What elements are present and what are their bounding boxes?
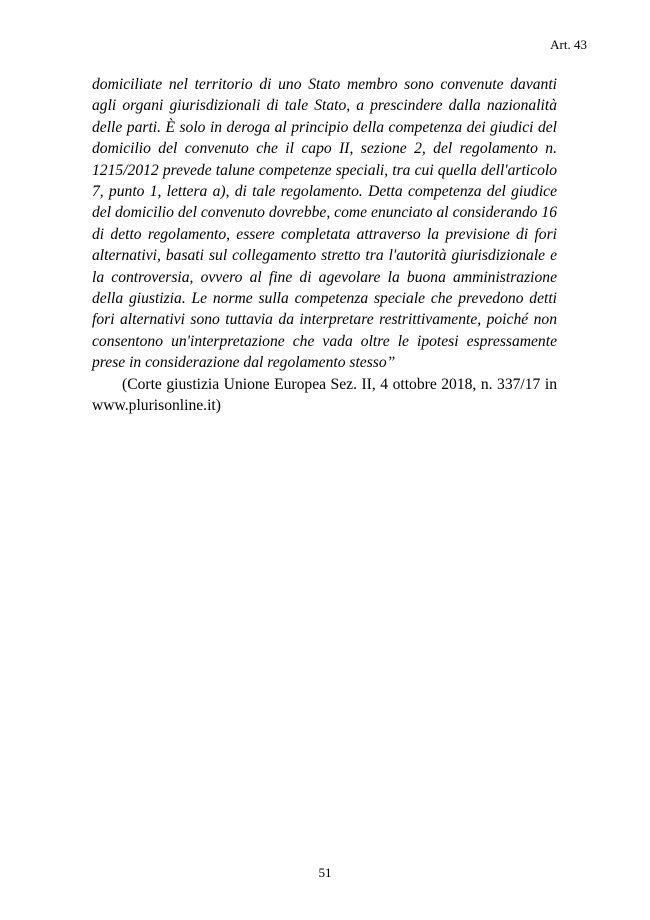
case-citation: (Corte giustizia Unione Europea Sez. II, 4 ottobre 2018, n. 337/17 in www.plurisonline.it) [92, 375, 557, 415]
page-number: 51 [318, 865, 332, 880]
running-header: Art. 43 [550, 37, 587, 52]
page-body [92, 74, 557, 417]
quoted-judgment-text: domiciliate nel territorio di uno Stato membro sono convenute davanti agli organi giurisdizionali di tale Stato, a prescindere dalla nazionalità delle parti. È solo in deroga al principio della competenza dei giudici del domicilio del convenuto che il capo II, sezione 2, del regolamento n. 1215/2012 prevede talune competenze speciali, tra cui quella dell'articolo 7, punto 1, lettera a), di tale regolamento. Detta competenza del giudice del domicilio del convenuto dovrebbe, come enunciato al considerando 16 di detto regolamento, essere completata attraverso la previsione di fori alternativi, basati sul collegamento stretto tra l'autorità giurisdizionale e la controversia, ovvero al fine di agevolare la buona amministrazione della giustizia. Le norme sulla competenza speciale che prevedono detti fori alternativi sono tuttavia da interpretare restrittivamente, poiché non consentono un'interpretazione che vada oltre le ipotesi espressamente prese in considerazione dal regolamento stesso” [92, 76, 557, 372]
